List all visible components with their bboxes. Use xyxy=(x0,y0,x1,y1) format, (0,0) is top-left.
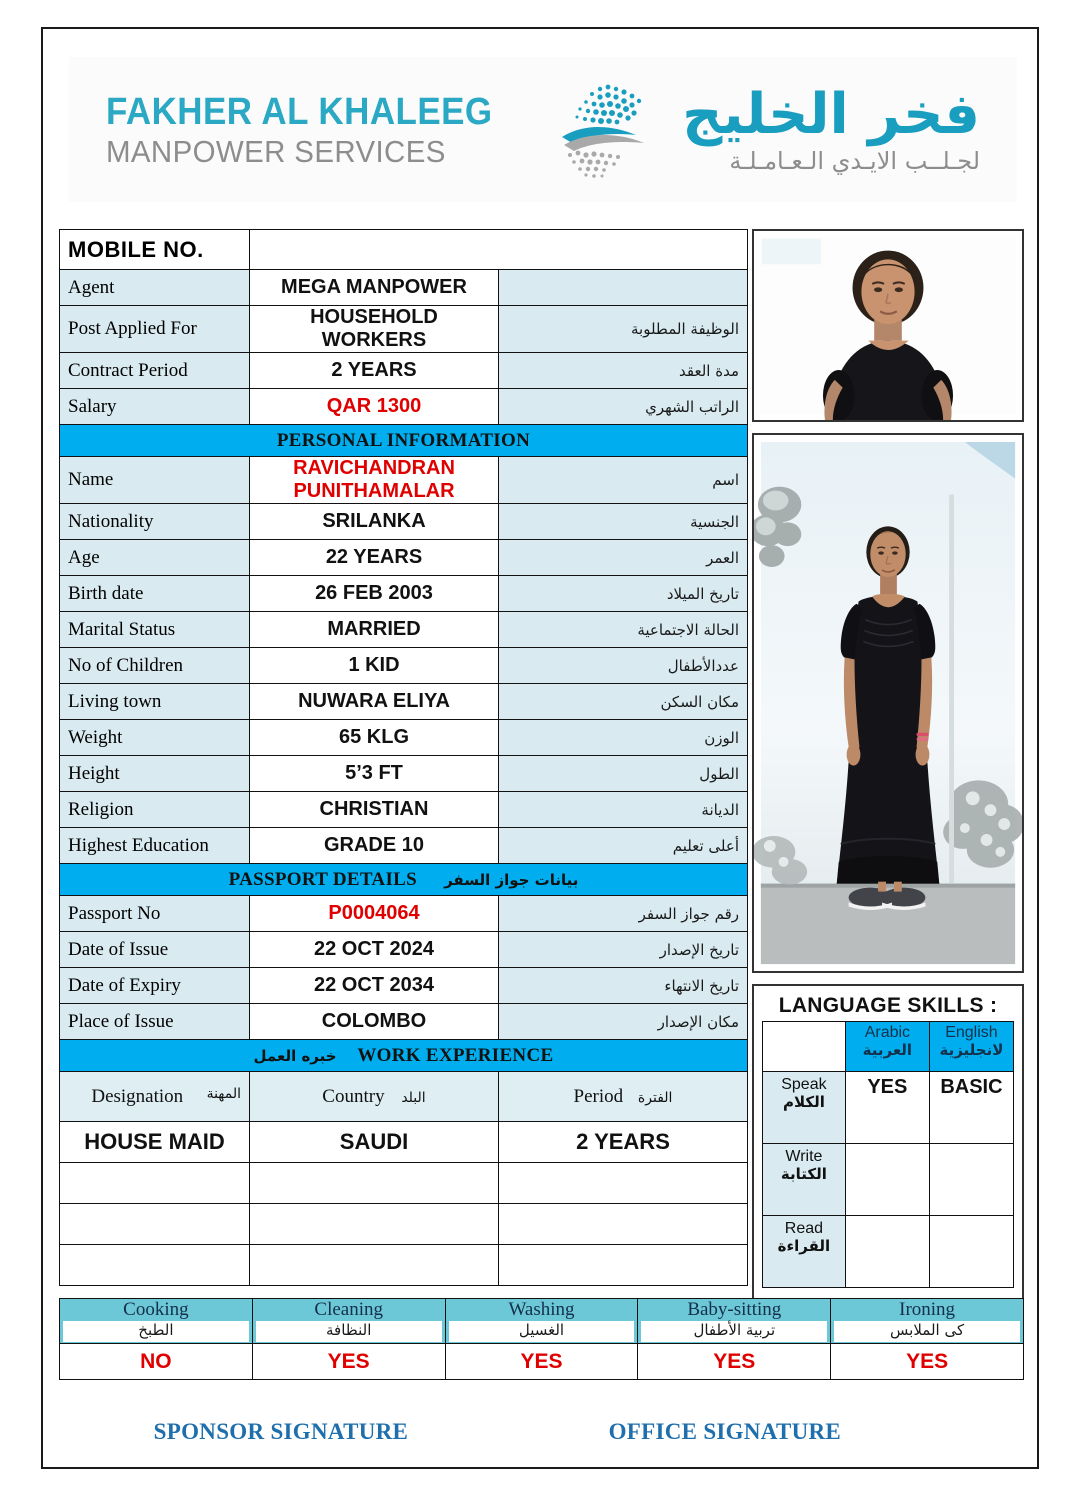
row-label: Weight xyxy=(60,720,250,756)
we-country[interactable] xyxy=(250,1245,499,1286)
row-arabic-label: تاريخ الميلاد xyxy=(499,576,748,612)
logo-arabic-text xyxy=(682,81,981,175)
row-arabic-label: الحالة الاجتماعية xyxy=(499,612,748,648)
table-row xyxy=(60,504,748,540)
skill-babysitting-en: Baby-sitting xyxy=(687,1299,782,1320)
section-title-en: PASSPORT DETAILS xyxy=(228,868,417,890)
work-experience-row xyxy=(60,1122,748,1163)
cv-page xyxy=(41,27,1039,1469)
skill-value-cleaning[interactable]: YES xyxy=(252,1344,445,1380)
we-period[interactable] xyxy=(499,1163,748,1204)
row-label: Passport No xyxy=(60,896,250,932)
we-period[interactable] xyxy=(499,1204,748,1245)
section-header-passport xyxy=(60,864,748,896)
skill-ironing-ar: كى الملابس xyxy=(834,1321,1020,1342)
skill-speak-ar: الكلام xyxy=(782,1093,825,1112)
col-header-period-ar: الفترة xyxy=(637,1089,673,1106)
table-row-mobile xyxy=(60,230,748,270)
language-skills-table xyxy=(762,1021,1014,1288)
skills-header-row xyxy=(60,1299,1024,1344)
skill-cooking-en: Cooking xyxy=(123,1299,189,1320)
row-value: SRILANKA xyxy=(250,504,499,540)
row-value: CHRISTIAN xyxy=(250,792,499,828)
logo-english-text xyxy=(105,90,526,169)
speak-english-value[interactable]: BASIC xyxy=(929,1072,1013,1144)
row-label: Marital Status xyxy=(60,612,250,648)
passport-no-value: P0004064 xyxy=(250,896,499,932)
row-label: Contract Period xyxy=(60,353,250,389)
row-label: Nationality xyxy=(60,504,250,540)
section-title-ar: بيانات جواز السفر xyxy=(444,870,579,889)
we-period: 2 YEARS xyxy=(499,1122,748,1163)
skill-write-ar: الكتابة xyxy=(780,1165,827,1184)
skill-value-washing[interactable]: YES xyxy=(445,1344,638,1380)
skill-cleaning-ar: النظافة xyxy=(256,1321,442,1342)
table-row xyxy=(60,756,748,792)
row-value: 22 OCT 2034 xyxy=(250,968,499,1004)
table-row xyxy=(60,612,748,648)
full-body-illustration xyxy=(754,435,1022,971)
we-designation: HOUSE MAID xyxy=(60,1122,250,1163)
language-corner-cell xyxy=(763,1022,846,1072)
row-arabic-label: الطول xyxy=(499,756,748,792)
section-header-work xyxy=(60,1040,748,1072)
we-country[interactable] xyxy=(250,1163,499,1204)
row-value: 26 FEB 2003 xyxy=(250,576,499,612)
row-arabic-label: الراتب الشهري xyxy=(499,389,748,425)
table-row xyxy=(60,353,748,389)
read-arabic-value[interactable] xyxy=(845,1216,929,1288)
row-value: MARRIED xyxy=(250,612,499,648)
language-english-en: English xyxy=(945,1024,998,1041)
salary-value: QAR 1300 xyxy=(250,389,499,425)
skill-label-write xyxy=(763,1144,846,1216)
row-label: Religion xyxy=(60,792,250,828)
table-row xyxy=(60,828,748,864)
col-header-designation-ar: المهنة xyxy=(206,1085,241,1102)
company-logo-band xyxy=(69,57,1017,202)
row-value: COLOMBO xyxy=(250,1004,499,1040)
row-label: Living town xyxy=(60,684,250,720)
row-value: 2 YEARS xyxy=(250,353,499,389)
row-arabic-label: أعلى تعليم xyxy=(499,828,748,864)
row-value: MEGA MANPOWER xyxy=(250,270,499,306)
applicant-full-body-photo xyxy=(752,433,1024,973)
table-row xyxy=(60,792,748,828)
table-row xyxy=(60,896,748,932)
table-row xyxy=(60,1004,748,1040)
language-arabic-en: Arabic xyxy=(864,1024,911,1041)
row-label: Place of Issue xyxy=(60,1004,250,1040)
logo-arabic-line1: فخر الخليج xyxy=(682,81,981,147)
col-header-country-ar: البلد xyxy=(401,1089,426,1106)
row-value: 5’3 FT xyxy=(250,756,499,792)
headshot-illustration xyxy=(754,231,1022,420)
row-arabic-label: رقم جواز السفر xyxy=(499,896,748,932)
speak-arabic-value[interactable]: YES xyxy=(845,1072,929,1144)
col-header-country xyxy=(250,1072,499,1122)
row-value: 22 OCT 2024 xyxy=(250,932,499,968)
table-row xyxy=(60,540,748,576)
signature-row xyxy=(59,1395,1024,1469)
work-experience-row xyxy=(60,1163,748,1204)
table-row xyxy=(60,576,748,612)
language-column-arabic xyxy=(845,1022,929,1072)
skill-write-en: Write xyxy=(785,1148,823,1165)
row-value: GRADE 10 xyxy=(250,828,499,864)
applicant-details-table xyxy=(59,229,748,1286)
row-value: NUWARA ELIYA xyxy=(250,684,499,720)
we-country: SAUDI xyxy=(250,1122,499,1163)
row-label: Date of Issue xyxy=(60,932,250,968)
row-arabic-label xyxy=(499,270,748,306)
table-row xyxy=(60,932,748,968)
skill-label-speak xyxy=(763,1072,846,1144)
read-english-value[interactable] xyxy=(929,1216,1013,1288)
logo-name-line1: FAKHER AL KHALEEG xyxy=(105,90,493,133)
language-row-read xyxy=(763,1216,1014,1288)
language-english-ar: لانجليزية xyxy=(939,1041,1004,1060)
language-skills-title: LANGUAGE SKILLS : xyxy=(778,994,998,1017)
row-label: Height xyxy=(60,756,250,792)
skill-babysitting-ar: تربية الأطفال xyxy=(641,1321,827,1342)
row-arabic-label: الديانة xyxy=(499,792,748,828)
skill-read-en: Read xyxy=(784,1220,824,1237)
skill-washing-ar: الغسيل xyxy=(449,1321,635,1342)
skill-header-babysitting xyxy=(638,1299,831,1344)
row-label: Age xyxy=(60,540,250,576)
skill-speak-en: Speak xyxy=(781,1076,827,1093)
skill-cooking-ar: الطبخ xyxy=(63,1321,249,1342)
work-experience-row xyxy=(60,1245,748,1286)
work-experience-row xyxy=(60,1204,748,1245)
name-line1: RAVICHANDRAN xyxy=(293,457,455,479)
we-period[interactable] xyxy=(499,1245,748,1286)
col-header-designation xyxy=(60,1072,250,1122)
section-header-personal xyxy=(60,425,748,457)
row-value: 22 YEARS xyxy=(250,540,499,576)
language-header-row xyxy=(763,1022,1014,1072)
row-arabic-label: مدة العقد xyxy=(499,353,748,389)
skill-read-ar: القراءة xyxy=(777,1237,831,1256)
language-row-write xyxy=(763,1144,1014,1216)
applicant-name-value xyxy=(250,457,499,504)
row-arabic-label: الجنسية xyxy=(499,504,748,540)
section-title: PERSONAL INFORMATION xyxy=(60,425,748,457)
write-arabic-value[interactable] xyxy=(845,1144,929,1216)
col-header-designation-en: Designation xyxy=(91,1085,184,1107)
row-arabic-label: تاريخ الانتهاء xyxy=(499,968,748,1004)
table-row xyxy=(60,684,748,720)
skill-washing-en: Washing xyxy=(508,1299,575,1320)
row-value: 65 KLG xyxy=(250,720,499,756)
section-title-work-ar: خبره العمل xyxy=(253,1046,337,1065)
office-signature-label: OFFICE SIGNATURE xyxy=(608,1419,842,1444)
write-english-value[interactable] xyxy=(929,1144,1013,1216)
skill-header-washing xyxy=(445,1299,638,1344)
row-arabic-label: مكان السكن xyxy=(499,684,748,720)
skill-ironing-en: Ironing xyxy=(899,1299,956,1320)
col-header-period-en: Period xyxy=(573,1085,624,1107)
row-label: Birth date xyxy=(60,576,250,612)
sponsor-signature-label: SPONSOR SIGNATURE xyxy=(153,1419,409,1444)
row-value: HOUSEHOLD WORKERS xyxy=(250,306,499,353)
row-label: Name xyxy=(60,457,250,504)
skill-header-ironing xyxy=(831,1299,1024,1344)
language-column-english xyxy=(929,1022,1013,1072)
table-row xyxy=(60,457,748,504)
row-arabic-label: العمر xyxy=(499,540,748,576)
logo-name-line2: MANPOWER SERVICES xyxy=(105,133,446,169)
table-row xyxy=(60,648,748,684)
applicant-headshot-photo xyxy=(752,229,1024,422)
work-experience-header-row xyxy=(60,1072,748,1122)
table-row xyxy=(60,270,748,306)
skill-cleaning-en: Cleaning xyxy=(314,1299,383,1320)
we-designation[interactable] xyxy=(60,1204,250,1245)
section-title-passport xyxy=(60,864,748,896)
row-arabic-label: مكان الإصدار xyxy=(499,1004,748,1040)
table-row xyxy=(60,306,748,353)
row-arabic-label: الوظيفة المطلوبة xyxy=(499,306,748,353)
we-designation[interactable] xyxy=(60,1163,250,1204)
row-label: Agent xyxy=(60,270,250,306)
skill-header-cleaning xyxy=(252,1299,445,1344)
table-row xyxy=(60,968,748,1004)
row-label: Date of Expiry xyxy=(60,968,250,1004)
row-value: 1 KID xyxy=(250,648,499,684)
we-country[interactable] xyxy=(250,1204,499,1245)
table-row xyxy=(60,389,748,425)
row-arabic-label: اسم xyxy=(499,457,748,504)
name-line2: PUNITHAMALAR xyxy=(293,480,455,502)
language-skills-panel xyxy=(752,984,1024,1316)
row-arabic-label: تاريخ الإصدار xyxy=(499,932,748,968)
skill-value-ironing[interactable]: YES xyxy=(831,1344,1024,1380)
row-arabic-label: الوزن xyxy=(499,720,748,756)
logo-arabic-line2: لجـلــب الايـدي الـعـامـلـة xyxy=(729,146,981,175)
skills-value-row xyxy=(60,1344,1024,1380)
row-label: Post Applied For xyxy=(60,306,250,353)
section-title-work-en: WORK EXPERIENCE xyxy=(357,1044,554,1066)
skill-header-cooking xyxy=(60,1299,253,1344)
table-row xyxy=(60,720,748,756)
row-label: Salary xyxy=(60,389,250,425)
mobile-no-value[interactable] xyxy=(250,230,748,270)
row-label: No of Children xyxy=(60,648,250,684)
col-header-period xyxy=(499,1072,748,1122)
language-row-speak xyxy=(763,1072,1014,1144)
section-title-work xyxy=(60,1040,748,1072)
row-label: Highest Education xyxy=(60,828,250,864)
mobile-no-label: MOBILE NO. xyxy=(60,230,250,270)
we-designation[interactable] xyxy=(60,1245,250,1286)
household-skills-table xyxy=(59,1298,1024,1380)
skill-value-babysitting[interactable]: YES xyxy=(638,1344,831,1380)
col-header-country-en: Country xyxy=(322,1085,385,1107)
skill-label-read xyxy=(763,1216,846,1288)
company-emblem-icon xyxy=(544,75,664,185)
row-arabic-label: عددالأطفال xyxy=(499,648,748,684)
language-arabic-ar: العربية xyxy=(862,1041,913,1060)
skill-value-cooking[interactable]: NO xyxy=(60,1344,253,1380)
